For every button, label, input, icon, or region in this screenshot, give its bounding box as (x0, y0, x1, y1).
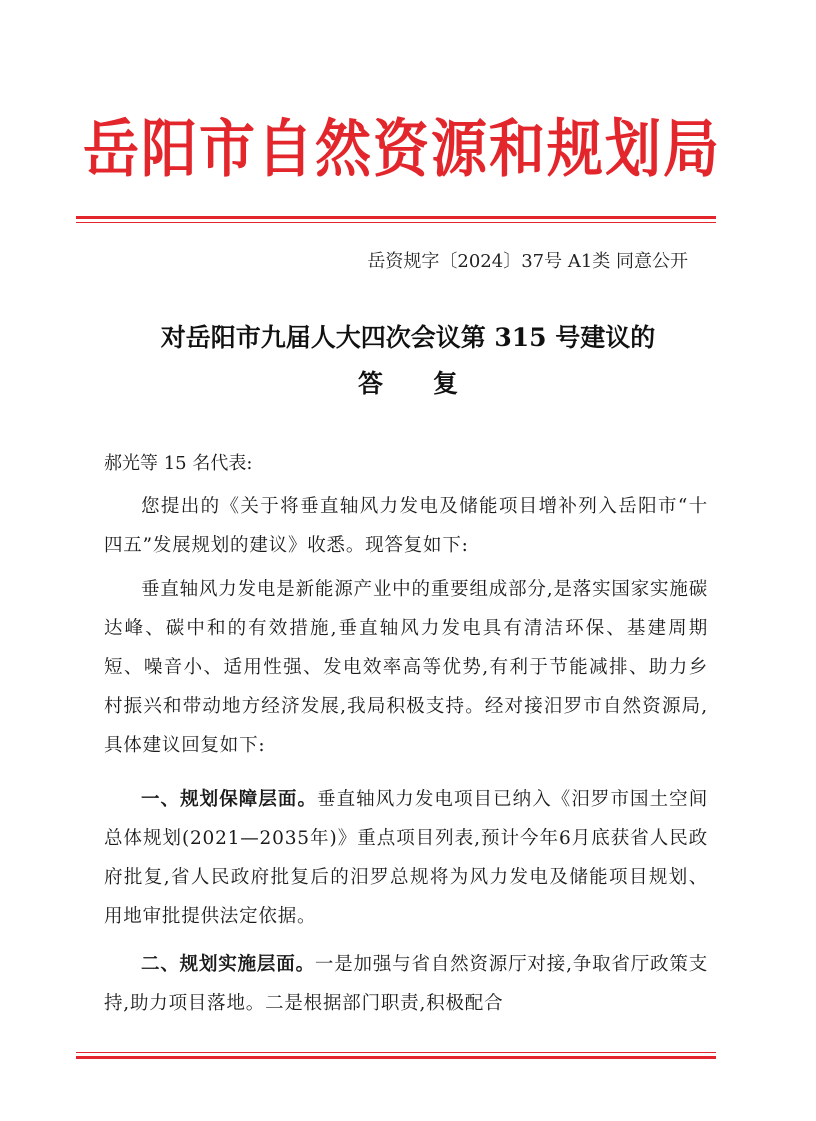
letterhead-title: 岳阳市自然资源和规划局 (83, 112, 721, 187)
document-number: 岳资规字〔2024〕37号 A1类 同意公开 (367, 251, 688, 272)
paragraph-section2 (104, 945, 708, 1023)
section1-heading: 一、规划保障层面。 (141, 789, 318, 810)
letterhead-divider (76, 216, 716, 223)
document-title-line1: 对岳阳市九届人大四次会议第 315 号建议的 (160, 323, 656, 352)
salutation: 郝光等 15 名代表: (104, 453, 253, 474)
section2-heading: 二、规划实施层面。 (141, 954, 315, 975)
section1-text: 垂直轴风力发电项目已纳入《汨罗市国土空间总体规划(2021—2035年)》重点项目列表,预计今年6月底获省人民政府批复,省人民政府批复后的汨罗总规将为风力发电及储能项目规划、用地审批提供法定依据。 (104, 789, 708, 927)
paragraph-background: 垂直轴风力发电是新能源产业中的重要组成部分,是落实国家实施碳达峰、碳中和的有效措施,垂直轴风力发电具有清洁环保、基建周期短、噪音小、适用性强、发电效率高等优势,有利于节能减排、助力乡村振兴和带动地方经济发展,我局积极支持。经对接汨罗市自然资源局,具体建议回复如下: (104, 579, 708, 756)
paragraph-section1 (104, 780, 708, 936)
section2-text: 一是加强与省自然资源厅对接,争取省厅政策支持,助力项目落地。二是根据部门职责,积极配合 (104, 954, 708, 1014)
document-title-line2: 答复 (357, 369, 508, 398)
paragraph-intro: 您提出的《关于将垂直轴风力发电及储能项目增补列入岳阳市“十四五”发展规划的建议》收悉。现答复如下: (104, 496, 708, 556)
footer-divider (76, 1052, 716, 1059)
